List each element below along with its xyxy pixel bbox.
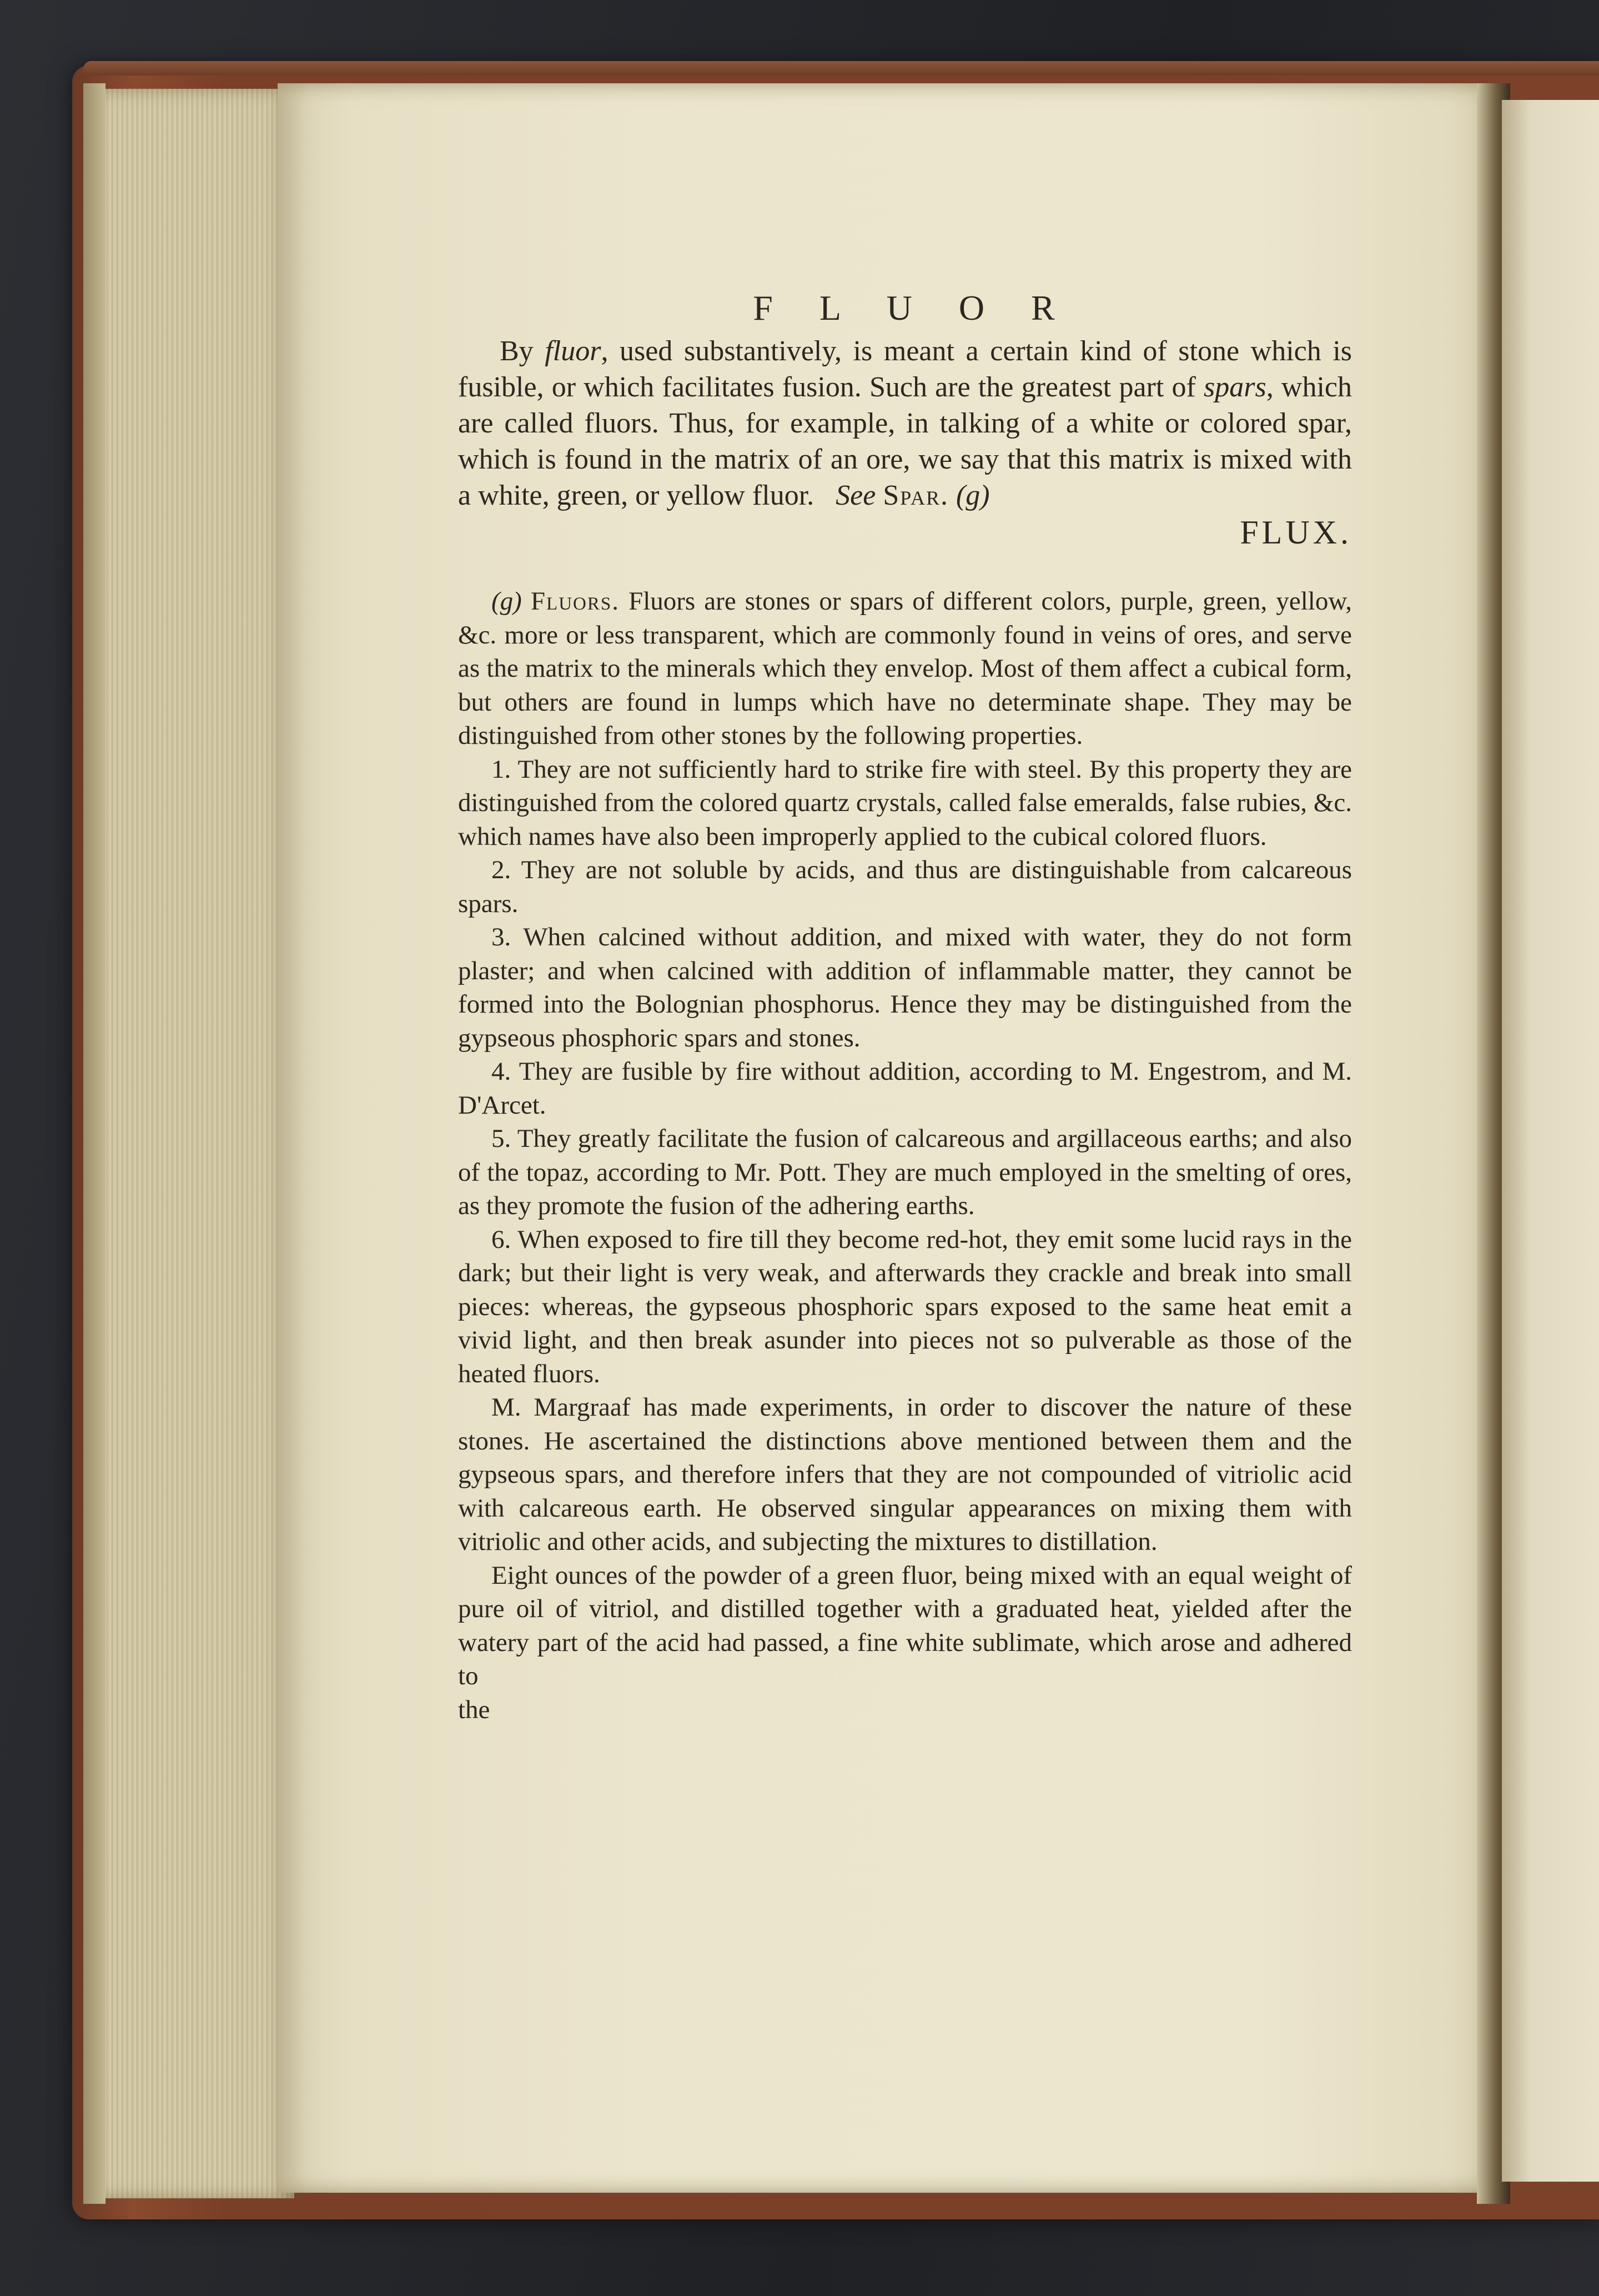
page-edge-shadow xyxy=(83,83,105,2204)
page-edges xyxy=(89,89,294,2198)
main-paragraph-block xyxy=(458,333,1352,513)
term-fluor: fluor xyxy=(545,335,601,367)
catchword-bottom: the xyxy=(458,1695,490,1724)
main-text-part2: , which are called fluors. Thus, for example, in talking of a white or colored spar, which is found in the matrix of an ore, we say that this matrix is mixed with a white, green, or yellow fluor. xyxy=(458,371,1352,511)
running-head: F L U O R xyxy=(753,288,1074,328)
footnote-block xyxy=(458,585,1352,1726)
footnote-margraaf-paragraph: M. Margraaf has made experiments, in order to discover the nature of these stones. He ascertained the distinctions above mentioned between them and the gypseous spars, and therefore infers that they are not compounded of vitriolic acid with calcareous earth. He observed singular appearances on mixing them with vitriolic and other acids, and subjecting the mixtures to distillation. xyxy=(458,1393,1352,1556)
catchword-top: FLUX. xyxy=(1240,514,1352,551)
book-cover-edge xyxy=(83,61,1599,75)
footnote-reference: (g) xyxy=(956,480,990,511)
footnote-title: Fluors. xyxy=(530,587,620,616)
page-text xyxy=(458,289,1352,1726)
footnote-property-2: 2. They are not soluble by acids, and thus are distinguishable from calcareous spars. xyxy=(458,855,1352,918)
footnote-property-1: 1. They are not sufficiently hard to strike fire with steel. By this property they are distinguished from the colored quartz crystals, called false emeralds, false rubies, &c. which names have also been improperly applied to the cubical colored fluors. xyxy=(458,754,1352,851)
term-spars: spars xyxy=(1204,371,1266,403)
main-text-part1: , used substantively, is meant a certain kind of stone which is fusible, or which facilitates fusion. Such are the greatest part of xyxy=(458,335,1352,403)
facing-page-edge xyxy=(1502,100,1599,2182)
footnote-property-6: 6. When exposed to fire till they become red-hot, they emit some lucid rays in the dark; but their light is very weak, and afterwards they crackle and break into small pieces: whereas, the gypseous phosphoric spars exposed to the same heat emit a vivid light, and then break asunder into pieces not so pulverable as those of the heated fluors. xyxy=(458,1225,1352,1388)
footnote-mark: (g) xyxy=(491,587,522,616)
footnote-property-3: 3. When calcined without addition, and mixed with water, they do not form plaster; and when calcined with addition of inflammable matter, they cannot be formed into the Bolognian phosphorus. Hence they may be distinguished from the gypseous phosphoric spars and stones. xyxy=(458,923,1352,1053)
main-paragraph xyxy=(458,333,1352,513)
footnote-intro xyxy=(458,585,1352,753)
see-reference: See xyxy=(836,480,876,511)
see-target: Spar. xyxy=(883,480,949,511)
footnote-intro-text: Fluors are stones or spars of different colors, purple, green, yellow, &c. more or less transparent, which are commonly found in veins of ores, and serve as the matrix to the minerals which they envelop. Most of them affect a cubical form, but others are found in lumps which have no determinate shape. They may be distinguished from other stones by the following properties. xyxy=(458,587,1352,750)
footnote-property-4: 4. They are fusible by fire without addition, according to M. Engestrom, and M. D'Arcet. xyxy=(458,1057,1352,1120)
footnote-eight-ounces-paragraph: Eight ounces of the powder of a green fluor, being mixed with an equal weight of pure oil of vitriol, and distilled together with a graduated heat, yielded after the watery part of the acid had passed, a fine white sublimate, which arose and adhered to xyxy=(458,1560,1352,1690)
footnote-property-5: 5. They greatly facilitate the fusion of calcareous and argillaceous earths; and also of the topaz, according to Mr. Pott. They are much employed in the smelting of ores, as they promote the fusion of the adhering earths. xyxy=(458,1124,1352,1220)
lead-word: By xyxy=(500,335,534,367)
